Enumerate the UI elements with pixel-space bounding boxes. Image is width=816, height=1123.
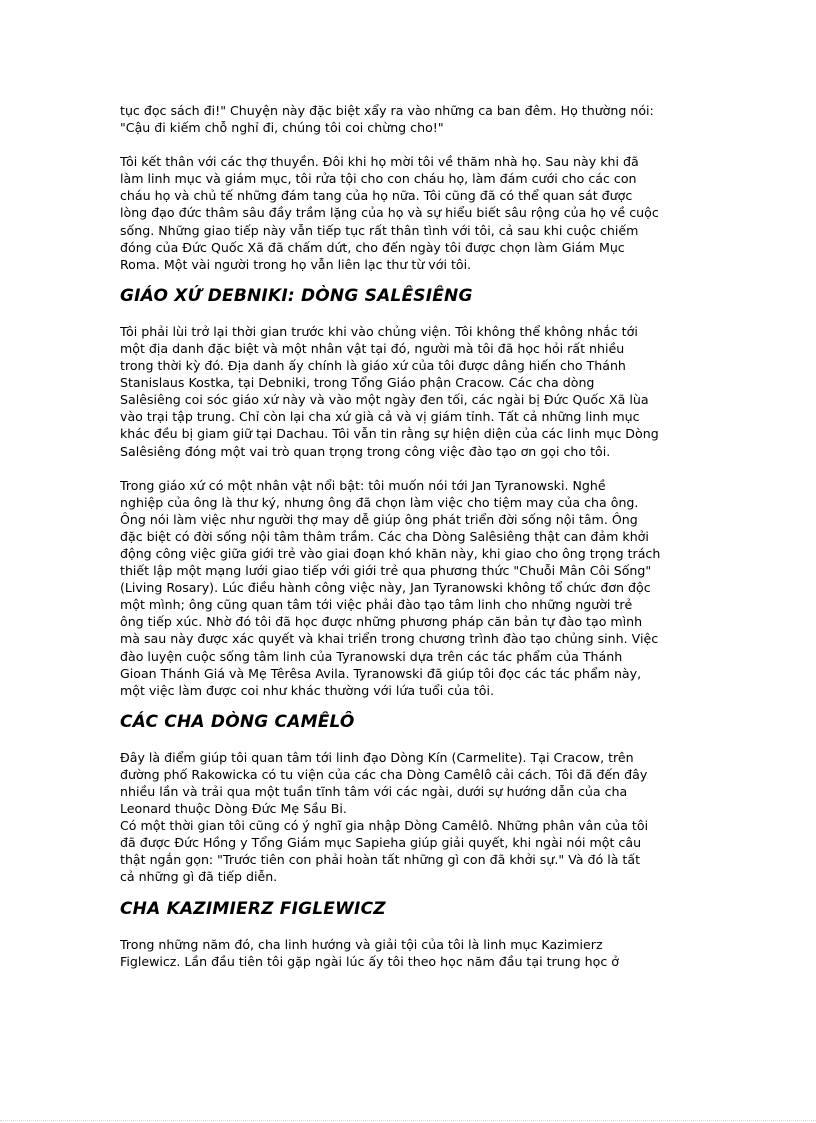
heading-gap: [120, 733, 700, 749]
paragraph-intro: tục đọc sách đi!" Chuyện này đặc biệt xẩy ra vào những ca ban đêm. Họ thường nói: "Cậu đi kiếm chỗ nghỉ đi, chúng tôi coi chừng cho!": [120, 103, 654, 136]
paragraph-tyranowski: Trong giáo xứ có một nhân vật nổi bật: tôi muốn nói tới Jan Tyranowski. Nghề nghiệp của ông là thư ký, nhưng ông đã chọn làm việc cho tiệm may của cha ông. Ông nói làm việc như người thợ may dễ giúp ông phát triển đời sống nội tâm. Ông đặc biệt có đời sống nội tâm thâm trầm. Các cha Dòng Salêsiêng thật can đảm khởi động công việc giữa giới trẻ vào giai đoạn khó khăn này, khi giao cho ông trọng trách thiết lập một mạng lưới giao tiếp với giới trẻ qua phương thức "Chuỗi Mân Côi Sống" (Living Rosary). Lúc điều hành công việc này, Jan Tyranowski không tổ chức đơn độc một mình; ông cũng quan tâm tới việc phải đào tạo tâm linh cho những người trẻ ông tiếp xúc. Nhờ đó tôi đã học được những phương pháp căn bản tự đào tạo mình mà sau này được xác quyết và khai triển trong chương trình đào tạo chủng sinh. Việc đào luyện cuộc sống tâm linh của Tyranowski dựa trên các tác phẩm của Thánh Gioan Thánh Giá và Mẹ Têrêsa Avila. Tyranowski đã giúp tôi đọc các tác phẩm này, một việc làm được coi như khác thường với lứa tuổi của tôi.: [120, 477, 661, 698]
section-heading-figlewicz: CHA KAZIMIERZ FIGLEWICZ: [120, 898, 386, 919]
paragraph-gap: [120, 460, 700, 477]
section-heading-carmelites: CÁC CHA DÒNG CAMÊLÔ: [120, 711, 355, 732]
paragraph-workers: Tôi kết thân với các thợ thuyền. Đôi khi họ mời tôi về thăm nhà họ. Sau này khi đã làm linh mục và giám mục, tôi rửa tội cho con cháu họ, làm đám cưới cho các con cháu họ và chủ tế những đám tang của họ nữa. Tôi cũng đã có thể quan sát được lòng đạo đức thâm sâu đầy trầm lặng của họ và sự hiểu biết sâu rộng của họ về cuộc sống. Những giao tiếp này vẫn tiếp tục rất thân tình với tôi, cả sau khi cuộc chiếm đóng của Đức Quốc Xã đã chấm dứt, cho đến ngày tôi được chọn làm Giám Mục Roma. Một vài người trong họ vẫn liên lạc thư từ với tôi.: [120, 154, 659, 272]
paragraph-carmelites: Đây là điểm giúp tôi quan tâm tới linh đạo Dòng Kín (Carmelite). Tại Cracow, trên đường phố Rakowicka có tu viện của các cha Dòng Camêlô cải cách. Tôi đã đến đây nhiều lần và trải qua một tuần tĩnh tâm với các ngài, dưới sự hướng dẫn của cha Leonard thuộc Dòng Đức Mẹ Sầu Bi. Có một thời gian tôi cũng có ý nghĩ gia nhập Dòng Camêlô. Những phân vân của tôi đã được Đức Hồng y Tổng Giám mục Sapieha giúp giải quyết, khi ngài nói một câu thật ngắn gọn: "Trước tiên con phải hoàn tất những gì con đã khởi sự." Và đó là tất cả những gì đã tiếp diễn.: [120, 749, 649, 885]
heading-gap: [120, 273, 700, 285]
paragraph-debniki: Tôi phải lùi trở lại thời gian trước khi vào chủng viện. Tôi không thể không nhắc tới một địa danh đặc biệt và một nhân vật tại đó, người mà tôi đã học hỏi rất nhiều trong thời kỳ đó. Địa danh ấy chính là giáo xứ của tôi được dâng hiến cho Thánh Stanislaus Kostka, tại Debniki, trong Tổng Giáo phận Cracow. Các cha dòng Salêsiêng coi sóc giáo xứ này và vào một ngày đen tối, các ngài bị Đức Quốc Xã lùa vào trại tập trung. Chỉ còn lại cha xứ già cả và vị giám tỉnh. Tất cả những linh mục khác đều bị giam giữ tại Dachau. Tôi vẫn tin rằng sự hiện diện của các linh mục Dòng Salêsiêng đóng một vai trò quan trọng trong công việc đào tạo ơn gọi cho tôi.: [120, 323, 659, 459]
heading-gap: [120, 920, 700, 936]
paragraph-gap: [120, 136, 700, 153]
heading-gap: [120, 886, 700, 898]
page-bottom-divider: [0, 1120, 816, 1121]
document-page: [120, 102, 700, 970]
paragraph-figlewicz: Trong những năm đó, cha linh hướng và giải tội của tôi là linh mục Kazimierz Figlewicz. Lần đầu tiên tôi gặp ngài lúc ấy tôi theo học năm đầu tại trung học ở: [120, 936, 619, 969]
heading-gap: [120, 699, 700, 711]
section-heading-debniki: GIÁO XỨ DEBNIKI: DÒNG SALÊSIÊNG: [120, 285, 473, 306]
heading-gap: [120, 307, 700, 323]
